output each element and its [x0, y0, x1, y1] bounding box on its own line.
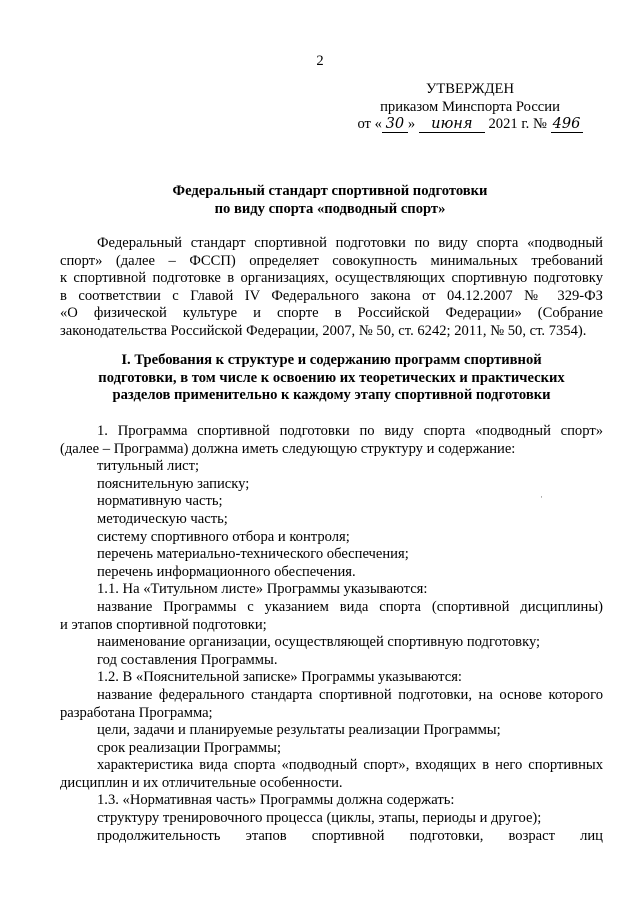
approval-block [350, 81, 590, 134]
structure-item: перечень материально-технического обеспечения; [97, 546, 409, 563]
intro-line: к спортивной подготовке в организациях, осуществляющих спортивную подготовку [60, 270, 603, 287]
section-1-2: 1.2. В «Пояснительной записке» Программы указываются: [97, 669, 462, 686]
section-heading-line-1: I. Требования к структуре и содержанию программ спортивной [121, 352, 542, 368]
scan-speck: · [540, 492, 543, 502]
intro-line: Федеральный стандарт спортивной подготовки по виду спорта «подводный [97, 235, 603, 251]
date-mid: » [407, 116, 416, 133]
structure-item: нормативную часть; [97, 493, 223, 510]
s11-item-2: наименование организации, осуществляющей спортивную подготовку; [97, 634, 541, 651]
page-number: 2 [316, 53, 324, 69]
intro-paragraph [60, 235, 603, 341]
structure-item: систему спортивного отбора и контроля; [97, 528, 350, 545]
structure-item: пояснительную записку; [97, 475, 250, 492]
s11-item-1-line-1: название Программы с указанием вида спорта (спортивной дисциплины) [97, 598, 603, 615]
s12-item-4-line-1: характеристика вида спорта «подводный спорт», входящих в него спортивных [97, 757, 603, 774]
structure-item: перечень информационного обеспечения. [97, 563, 356, 580]
intro-line: «О физической культуре и спорте в Российской Федерации» (Собрание [60, 305, 603, 322]
s12-item-1-line-2: разработана Программа; [60, 704, 213, 721]
approval-number: 496 [551, 116, 583, 133]
title-line-1: Федеральный стандарт спортивной подготовки [172, 183, 488, 199]
title-line-2: по виду спорта «подводный спорт» [214, 200, 446, 217]
approval-date-line [350, 116, 590, 134]
section-1-1: 1.1. На «Титульном листе» Программы указываются: [97, 581, 428, 598]
section-heading [60, 352, 603, 405]
document-title [60, 183, 600, 218]
section-heading-line-3: разделов применительно к каждому этапу спортивной подготовки [112, 387, 551, 404]
section-1-3: 1.3. «Нормативная часть» Программы должна содержать: [97, 792, 455, 809]
approval-month: июня [419, 116, 485, 133]
s12-item-1-line-1: название федерального стандарта спортивной подготовки, на основе которого [97, 686, 603, 703]
approval-day: 30 [382, 116, 408, 133]
approval-heading: УТВЕРЖДЕН [426, 81, 514, 97]
s12-item-4-line-2: дисциплин и их отличительные особенности. [60, 774, 343, 791]
intro-last-line: законодательства Российской Федерации, 2007, № 50, ст. 6242; 2011, № 50, ст. 7354). [60, 322, 587, 339]
intro-line: спорт» (далее – ФССП) определяет совокупность минимальных требований [60, 252, 603, 269]
s11-item-1-line-2: и этапов спортивной подготовки; [60, 616, 267, 633]
approval-by: приказом Минспорта России [380, 98, 560, 115]
p1-line-2: (далее – Программа) должна иметь следующую структуру и содержание: [60, 440, 516, 457]
structure-item: методическую часть; [97, 510, 228, 527]
s11-item-3: год составления Программы. [97, 651, 278, 668]
date-prefix: от « [357, 116, 382, 133]
s13-item-2: продолжительность этапов спортивной подготовки, возраст лиц [97, 827, 603, 844]
body-text [60, 423, 603, 845]
structure-item: титульный лист; [97, 458, 200, 475]
s13-item-1: структуру тренировочного процесса (циклы, этапы, периоды и другое); [97, 810, 542, 827]
year-suffix: 2021 г. № [488, 116, 547, 133]
section-heading-line-2: подготовки, в том числе к освоению их теоретических и практических [98, 369, 565, 386]
intro-line: в соответствии с Главой IV Федерального закона от 04.12.2007 № 329-ФЗ [60, 287, 603, 304]
p1-line-1: 1. Программа спортивной подготовки по виду спорта «подводный спорт» [97, 423, 603, 439]
s12-item-3: срок реализации Программы; [97, 739, 282, 756]
s12-item-2: цели, задачи и планируемые результаты реализации Программы; [97, 722, 501, 739]
